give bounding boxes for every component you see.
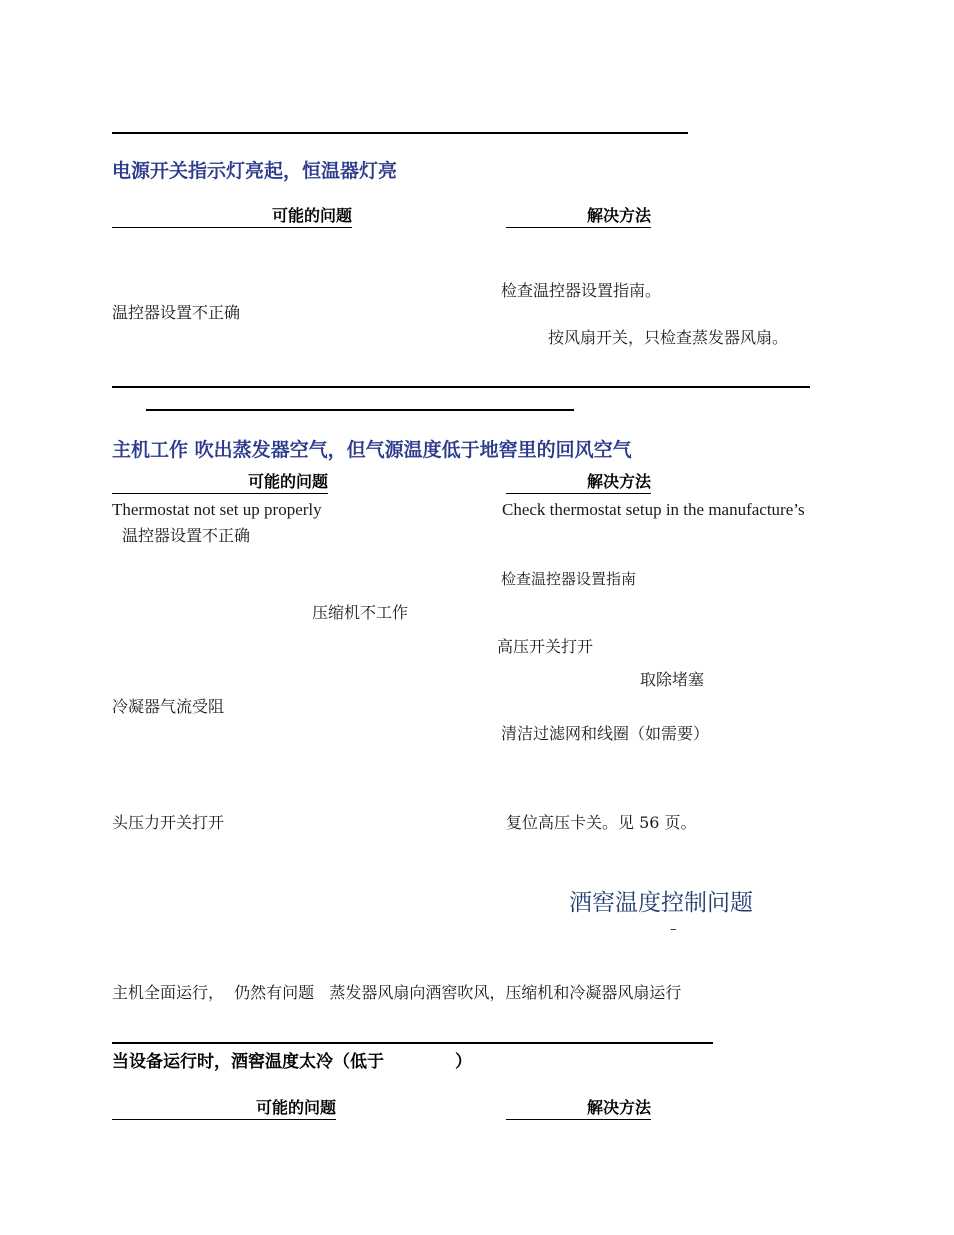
section3-status-line: 主机全面运行， 仍然有问题 蒸发器风扇向酒窖吹风，压缩机和冷凝器风扇运行 bbox=[112, 983, 682, 1002]
section1-heading: 电源开关指示灯亮起，恒温器灯亮 bbox=[112, 160, 398, 182]
section1-col-solution: 解决方法 bbox=[506, 203, 651, 228]
section3-col-solution: 解决方法 bbox=[506, 1095, 651, 1120]
section3-col-problem: 可能的问题 bbox=[112, 1095, 336, 1120]
section2-heading: 主机工作 吹出蒸发器空气，但气源温度低于地窖里的回风空气 bbox=[112, 439, 632, 461]
section1-solution-2: 按风扇开关，只检查蒸发器风扇。 bbox=[548, 328, 789, 347]
section2-problem-en: Thermostat not set up properly bbox=[112, 500, 322, 519]
section1-bottom-rule bbox=[112, 386, 810, 388]
section1-problem-1: 温控器设置不正确 bbox=[112, 303, 241, 322]
section1-col-problem: 可能的问题 bbox=[112, 203, 352, 228]
section2-problem-1: 温控器设置不正确 bbox=[122, 526, 251, 545]
section2-problem-3: 冷凝器气流受阻 bbox=[112, 697, 225, 716]
section1-solution-1: 检查温控器设置指南。 bbox=[501, 281, 662, 300]
section2-col-problem: 可能的问题 bbox=[112, 469, 328, 494]
section2-solution-en: Check thermostat setup in the manufacture’s bbox=[502, 500, 805, 519]
section2-solution-4: 清洁过滤网和线圈（如需要） bbox=[501, 724, 710, 743]
section3-heading: 当设备运行时，酒窖温度太冷（低于 ） bbox=[112, 1052, 473, 1072]
section2-solution-5: 复位高压卡关。见 56 页。 bbox=[506, 813, 697, 832]
section3-rule bbox=[112, 1042, 713, 1044]
section2-solution-3: 取除堵塞 bbox=[640, 670, 705, 689]
section2-solution-1: 检查温控器设置指南 bbox=[501, 570, 637, 588]
section2-problem-4: 头压力开关打开 bbox=[112, 813, 225, 832]
section2-problem-2: 压缩机不工作 bbox=[312, 603, 409, 622]
section2-solution-2: 高压开关打开 bbox=[497, 637, 594, 656]
section2-top-rule bbox=[146, 409, 574, 411]
top-rule bbox=[112, 132, 688, 134]
section2-col-solution: 解决方法 bbox=[506, 469, 651, 494]
section3-title: 酒窖温度控制问题 bbox=[569, 890, 753, 916]
section3-dash: – bbox=[670, 922, 677, 937]
